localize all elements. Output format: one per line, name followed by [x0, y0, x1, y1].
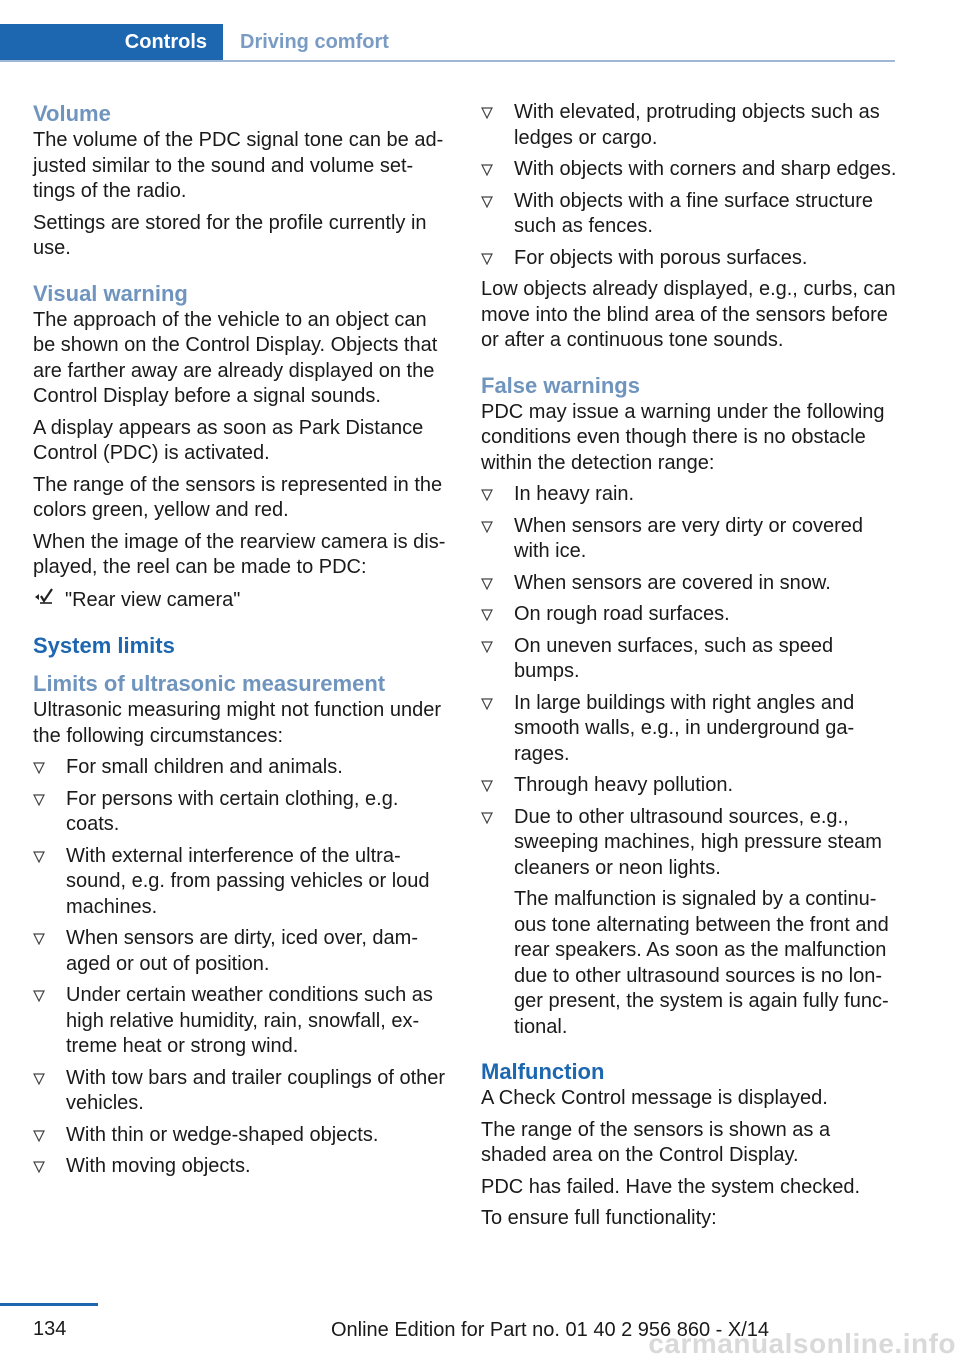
paragraph: The approach of the vehicle to an object can be shown on the Control Display. Objects that are farther away are already displayed on the Control Display before a signal sounds.: [33, 308, 438, 407]
bullet-list: [481, 482, 897, 1040]
bullet-list: [33, 755, 448, 1180]
list-item: With tow bars and trailer couplings of other vehicles.: [33, 1066, 448, 1117]
list-item: Due to other ultrasound sources, e.g., sweeping machines, high pressure steam cleaners or neon lights. The malfunction is signaled by a continu‐ ous tone alternating between the front and rear speakers. As soon as the malfunction due to other ultrasound sources is no lon‐ ger present, the system is again fully func‐ tional.: [481, 805, 897, 1041]
paragraph: The volume of the PDC signal tone can be ad‐ justed similar to the sound and volume set‐ tings of the radio.: [33, 129, 444, 202]
paragraph: The range of the sensors is shown as a shaded area on the Control Display.: [481, 1118, 831, 1166]
paragraph: PDC has failed. Have the system checked.: [481, 1175, 861, 1198]
header-divider: [0, 60, 895, 62]
list-item: With thin or wedge-shaped objects.: [33, 1123, 448, 1149]
paragraph: PDC may issue a warning under the following conditions even though there is no obstacle within the detection range:: [481, 400, 885, 474]
triangle-bullet-icon: [33, 790, 47, 810]
list-item: When sensors are covered in snow.: [481, 571, 897, 597]
section-tab-controls[interactable]: Controls: [0, 24, 223, 60]
list-item: Under certain weather conditions such as high relative humidity, rain, snowfall, ex‐ treme heat or strong wind.: [33, 983, 448, 1060]
triangle-bullet-icon: [481, 160, 495, 180]
list-item: When sensors are very dirty or covered with ice.: [481, 514, 897, 565]
heading-system-limits: System limits: [33, 633, 175, 658]
list-item: For small children and animals.: [33, 755, 448, 781]
rear-view-camera-icon: [33, 587, 55, 615]
heading-ultrasonic-limits: Limits of ultrasonic measurement: [33, 671, 386, 696]
triangle-bullet-icon: [481, 637, 495, 657]
paragraph: When the image of the rearview camera is dis‐ played, the reel can be made to PDC:: [33, 530, 446, 578]
triangle-bullet-icon: [481, 776, 495, 796]
list-item: With objects with a fine surface structure such as fences.: [481, 189, 897, 240]
paragraph: To ensure full functionality:: [481, 1207, 717, 1229]
triangle-bullet-icon: [481, 249, 495, 269]
list-item-continuation: The malfunction is signaled by a continu‐ ous tone alternating between the front and rear speakers. As soon as the malfunction due to other ultrasound sources is no lon‐ ger present, the system is again fully func‐ tional.: [514, 888, 889, 1038]
triangle-bullet-icon: [481, 517, 495, 537]
list-item: For objects with porous surfaces.: [481, 246, 897, 272]
triangle-bullet-icon: [33, 1157, 47, 1177]
list-item: With elevated, protruding objects such as ledges or cargo.: [481, 100, 897, 151]
paragraph: Settings are stored for the profile currently in use.: [33, 211, 427, 259]
triangle-bullet-icon: [33, 986, 47, 1006]
list-item: Through heavy pollution.: [481, 773, 897, 799]
heading-visual-warning: Visual warning: [33, 280, 188, 306]
right-column: [481, 100, 897, 1238]
header-bar: [0, 24, 895, 62]
list-item: In large buildings with right angles and smooth walls, e.g., in underground ga‐ rages.: [481, 691, 897, 768]
menu-path: [33, 587, 448, 615]
triangle-bullet-icon: [33, 847, 47, 867]
list-item: On rough road surfaces.: [481, 602, 897, 628]
menu-item-label: "Rear view camera": [65, 588, 241, 611]
triangle-bullet-icon: [481, 605, 495, 625]
triangle-bullet-icon: [33, 1069, 47, 1089]
paragraph: A display appears as soon as Park Distance Control (PDC) is activated.: [33, 416, 424, 464]
triangle-bullet-icon: [481, 694, 495, 714]
triangle-bullet-icon: [481, 574, 495, 594]
heading-false-warnings: False warnings: [481, 372, 640, 398]
triangle-bullet-icon: [481, 103, 495, 123]
paragraph: A Check Control message is displayed.: [481, 1087, 828, 1109]
footer-accent-line: [0, 1303, 98, 1306]
left-column: [33, 100, 448, 1186]
bullet-list: [481, 100, 897, 271]
list-item: In heavy rain.: [481, 482, 897, 508]
list-item: With external interference of the ultra‐ sound, e.g. from passing vehicles or loud machines.: [33, 844, 448, 921]
edition-note: Online Edition for Part no. 01 40 2 956 860 - X/14: [330, 1319, 770, 1341]
section-tab-driving-comfort[interactable]: Driving comfort: [240, 31, 389, 53]
triangle-bullet-icon: [481, 192, 495, 212]
triangle-bullet-icon: [481, 485, 495, 505]
triangle-bullet-icon: [33, 929, 47, 949]
list-item: With objects with corners and sharp edges.: [481, 157, 897, 183]
paragraph: Low objects already displayed, e.g., curbs, can move into the blind area of the sensors before or after a continuous tone sounds.: [481, 278, 896, 351]
heading-malfunction: Malfunction: [481, 1059, 605, 1084]
list-item: For persons with certain clothing, e.g. coats.: [33, 787, 448, 838]
paragraph: Ultrasonic measuring might not function under the following circumstances:: [33, 699, 441, 747]
page-number: 134: [33, 1318, 67, 1340]
list-item: When sensors are dirty, iced over, dam‐ aged or out of position.: [33, 926, 448, 977]
watermark: carmanualsonline.info: [648, 1328, 956, 1359]
heading-volume: Volume: [33, 101, 111, 126]
paragraph: The range of the sensors is represented in the colors green, yellow and red.: [33, 473, 443, 521]
list-item: On uneven surfaces, such as speed bumps.: [481, 634, 897, 685]
triangle-bullet-icon: [33, 758, 47, 778]
triangle-bullet-icon: [481, 808, 495, 828]
list-item: With moving objects.: [33, 1154, 448, 1180]
triangle-bullet-icon: [33, 1126, 47, 1146]
